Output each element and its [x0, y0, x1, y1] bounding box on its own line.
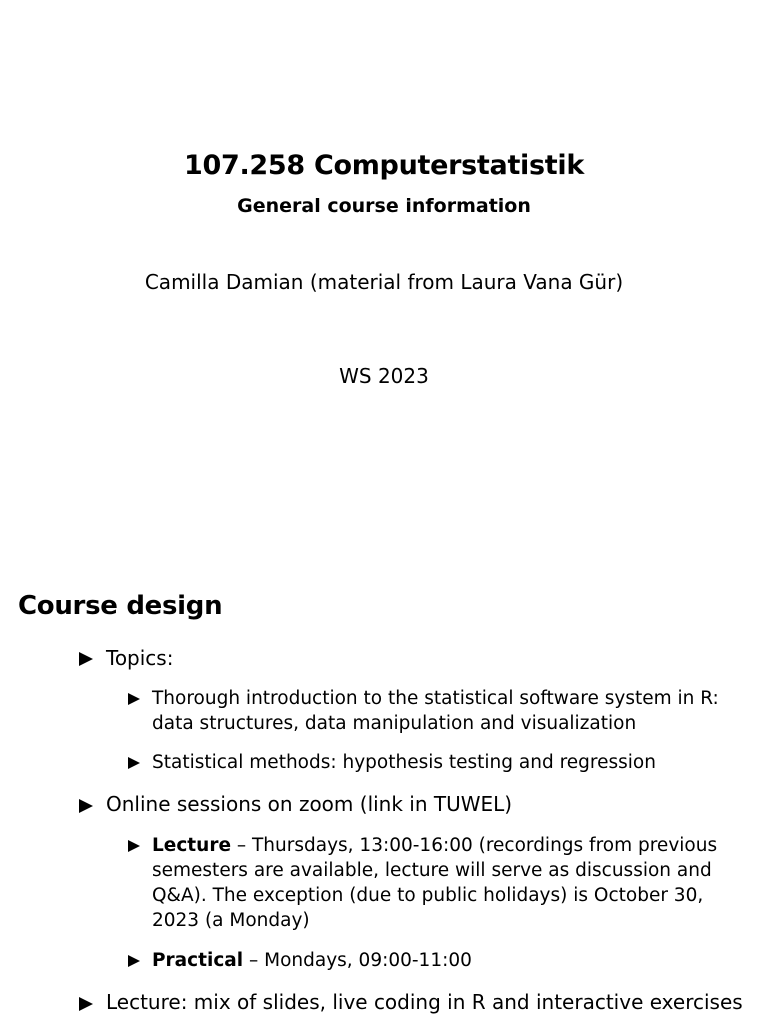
bullet-triangle-icon [79, 997, 93, 1011]
sub-item-introduction: Thorough introduction to the statistical software system in R: data structures, data manipulation and visualization [152, 688, 719, 734]
sub-item-practical [152, 948, 732, 973]
slide-heading: Course design [18, 591, 223, 621]
sub-item-statistical-methods: Statistical methods: hypothesis testing and regression [152, 752, 656, 773]
lecture-label: Lecture [152, 835, 231, 856]
bullet-item-online-sessions: Online sessions on zoom (link in TUWEL) [106, 792, 513, 816]
practical-details: – Mondays, 09:00-11:00 [243, 950, 472, 971]
lecture-details: – Thursdays, 13:00-16:00 (recordings from previous semesters are available, lecture will serve as discussion and Q&A). The exception (due to public holidays) is October 30, 2023 (a Monday) [152, 835, 718, 931]
practical-label: Practical [152, 950, 244, 971]
sub-bullet-triangle-icon [128, 955, 140, 967]
course-subtitle: General course information [237, 195, 531, 217]
sub-bullet-triangle-icon [128, 757, 140, 769]
course-design-slide [0, 560, 768, 1024]
bullet-triangle-icon [79, 652, 93, 666]
author-line: Camilla Damian (material from Laura Vana Gür) [144, 270, 624, 294]
sub-item-lecture [152, 833, 732, 933]
bullet-item-lecture-mix: Lecture: mix of slides, live coding in R and interactive exercises [106, 990, 743, 1014]
sub-bullet-triangle-icon [128, 840, 140, 852]
bullet-triangle-icon [79, 799, 93, 813]
sub-bullet-triangle-icon [128, 693, 140, 705]
bullet-item-topics: Topics: [106, 646, 174, 670]
course-title: 107.258 Computerstatistik [183, 150, 584, 181]
semester-date: WS 2023 [339, 364, 429, 388]
